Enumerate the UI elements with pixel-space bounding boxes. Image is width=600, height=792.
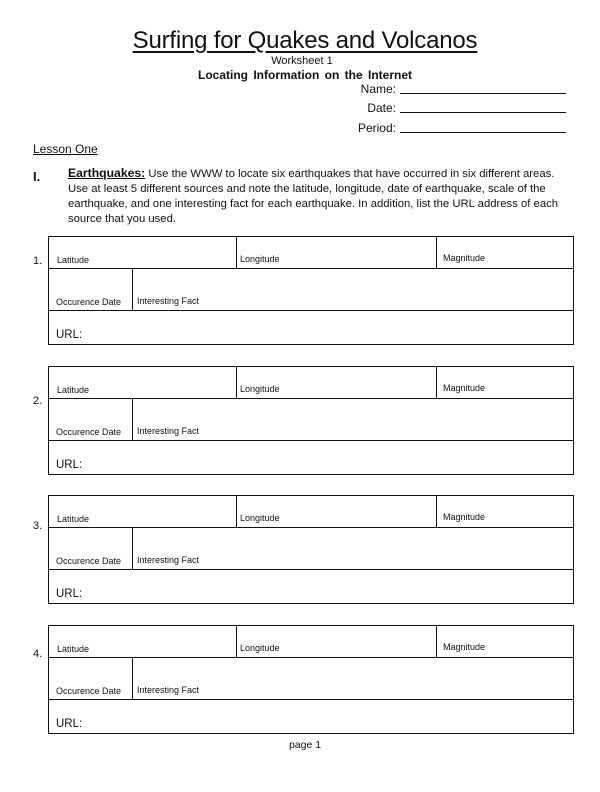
longitude-field[interactable]: Longitude [240, 513, 280, 523]
latitude-field[interactable]: Latitude [57, 514, 90, 524]
magnitude-field[interactable]: Magnitude [443, 383, 486, 393]
earthquake-entry-box [48, 495, 574, 604]
latitude-field[interactable]: Latitude [57, 385, 90, 395]
occurrence-date-field[interactable]: Occurence Date [56, 686, 122, 696]
page-title: Surfing for Quakes and Volcanos [132, 27, 478, 54]
earthquake-entry-box [48, 625, 574, 734]
page-number: page 1 [288, 739, 322, 751]
longitude-field[interactable]: Longitude [240, 643, 280, 653]
date-label: Date: [367, 101, 396, 115]
earthquake-entry-box [48, 236, 574, 345]
instructions-text: Use the WWW to locate six earthquakes that have occurred in six different areas. Use at least 5 different sources and note the latitude, longitude, date of earthquake, scale of the earthquake, and one interesting fact for each earthquake. In addition, list the URL address of each source that you used. [68, 168, 559, 225]
period-field[interactable] [400, 132, 566, 133]
magnitude-field[interactable]: Magnitude [443, 512, 486, 522]
magnitude-field[interactable]: Magnitude [443, 642, 486, 652]
interesting-fact-field[interactable]: Interesting Fact [137, 296, 200, 306]
latitude-field[interactable]: Latitude [57, 255, 90, 265]
entry-number: 2. [33, 395, 43, 407]
interesting-fact-field[interactable]: Interesting Fact [137, 685, 200, 695]
longitude-field[interactable]: Longitude [240, 384, 280, 394]
period-label: Period: [357, 121, 396, 135]
section-heading: Locating Information on the Internet [198, 68, 412, 82]
url-field[interactable]: URL: [56, 459, 83, 471]
earthquake-entry-box [48, 366, 574, 475]
entry-number: 1. [33, 255, 43, 267]
longitude-field[interactable]: Longitude [240, 254, 280, 264]
latitude-field[interactable]: Latitude [57, 644, 90, 654]
occurrence-date-field[interactable]: Occurence Date [56, 556, 122, 566]
date-field[interactable] [400, 112, 566, 113]
instructions-term: Earthquakes: [68, 166, 146, 180]
url-field[interactable]: URL: [56, 329, 83, 341]
occurrence-date-field[interactable]: Occurence Date [56, 427, 122, 437]
entry-number: 3. [33, 520, 43, 532]
magnitude-field[interactable]: Magnitude [443, 253, 486, 263]
instructions [68, 166, 568, 227]
occurrence-date-field[interactable]: Occurence Date [56, 297, 122, 307]
name-label: Name: [360, 82, 396, 96]
interesting-fact-field[interactable]: Interesting Fact [137, 555, 200, 565]
worksheet-subtitle: Worksheet 1 [271, 55, 333, 67]
interesting-fact-field[interactable]: Interesting Fact [137, 426, 200, 436]
lesson-label: Lesson One [33, 142, 98, 156]
url-field[interactable]: URL: [56, 718, 83, 730]
name-field[interactable] [400, 93, 566, 94]
section-number: I. [33, 169, 41, 184]
url-field[interactable]: URL: [56, 588, 83, 600]
entry-number: 4. [33, 648, 43, 660]
